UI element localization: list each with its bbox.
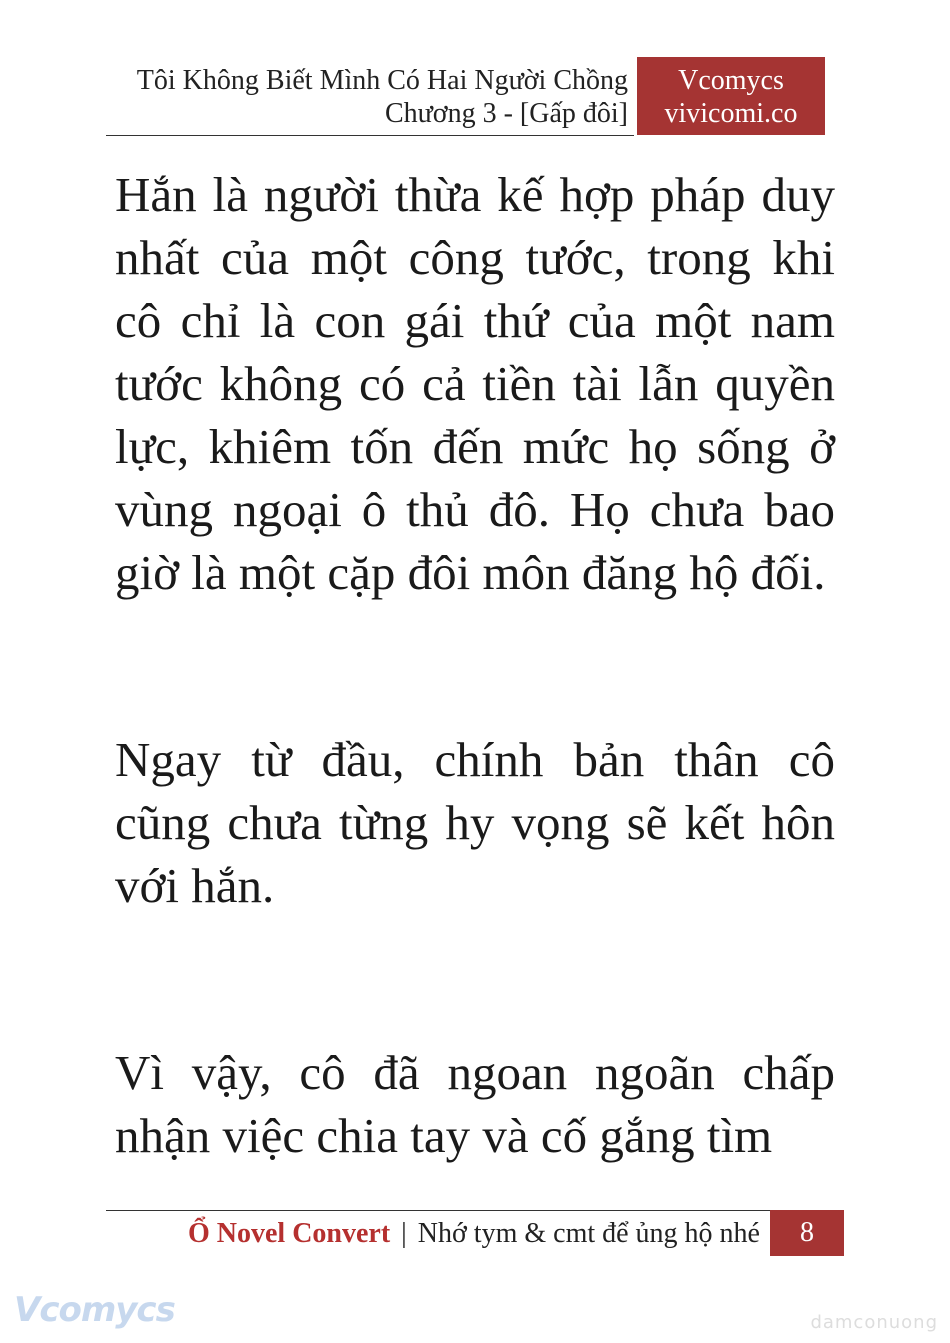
book-title: Tôi Không Biết Mình Có Hai Người Chồng [136, 65, 628, 96]
header-divider [106, 135, 634, 136]
chapter-title: Chương 3 - [Gấp đôi] [384, 98, 628, 129]
paragraph-2: Ngay từ đầu, chính bản thân cô cũng chưa từng hy vọng sẽ kết hôn với hắn. [115, 732, 835, 913]
site-watermark: damconuong [810, 1312, 938, 1333]
page-header [137, 64, 628, 130]
footer-message: Nhớ tym & cmt để ủng hộ nhé [417, 1218, 760, 1249]
brand-name: Vcomycs [678, 65, 784, 96]
chapter-body [115, 163, 835, 1291]
paragraph-1: Hắn là người thừa kế hợp pháp duy nhất của một công tước, trong khi cô chỉ là con gái thứ của một nam tước không có cả tiền tài lẫn quyền lực, khiêm tốn đến mức họ sống ở vùng ngoại ô thủ đô. Họ chưa bao giờ là một cặp đôi môn đăng hộ đối. [115, 167, 835, 600]
brand-site: vivicomi.co [664, 98, 798, 129]
page-number: 8 [770, 1210, 844, 1256]
footer-brand: Ổ Novel Convert [187, 1218, 391, 1249]
footer-divider [106, 1210, 796, 1211]
paragraph-3: Vì vậy, cô đã ngoan ngoãn chấp nhận việc chia tay và cố gắng tìm [115, 1045, 835, 1163]
brand-badge [637, 57, 825, 135]
page-footer [188, 1216, 760, 1252]
footer-separator: | [401, 1218, 407, 1249]
vcomycs-logo-watermark: Vcomycs [14, 1290, 175, 1330]
